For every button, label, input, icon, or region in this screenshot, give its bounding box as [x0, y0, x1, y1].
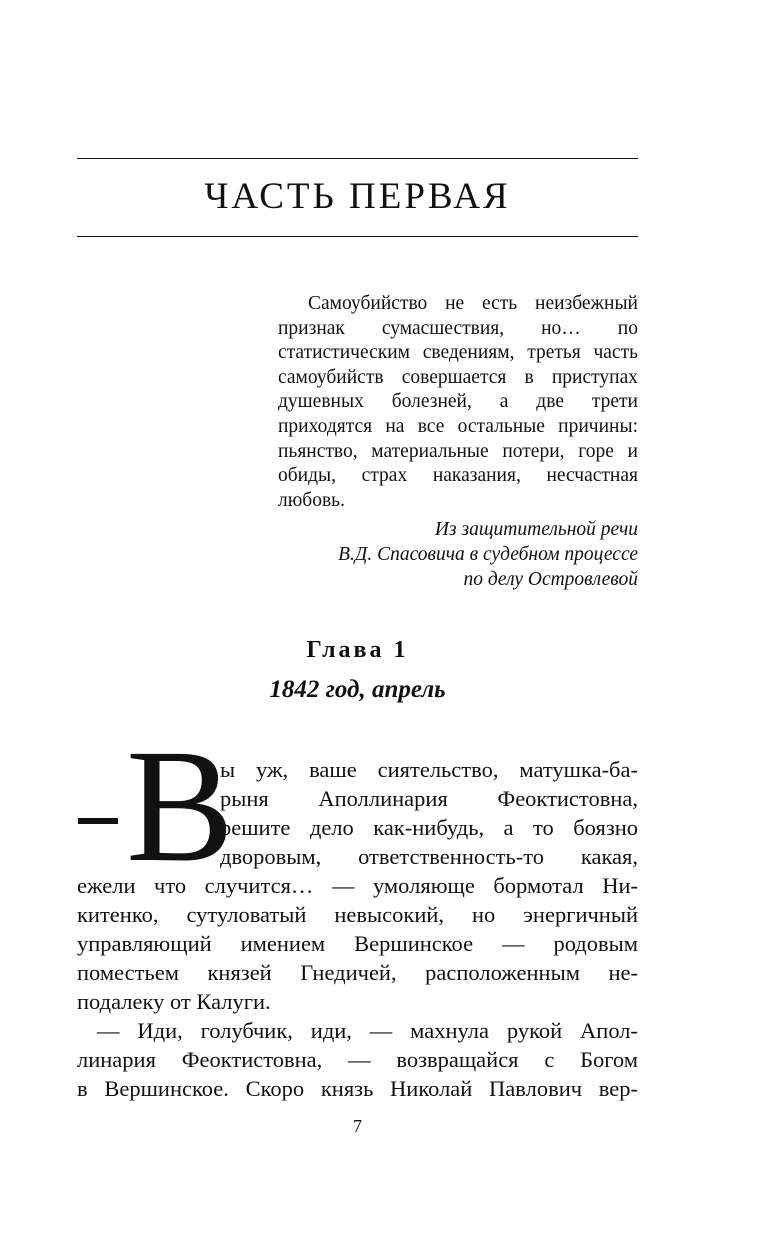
part-title: ЧАСТЬ ПЕРВАЯ: [204, 176, 511, 217]
epigraph-text: Самоубийство не есть неизбежный признак сумасшествия, но… по статистическим сведениям, третья часть самоубийств совершается в приступах душевных болезней, а две трети приходятся на все остальные причины: пьянство, материальные потери, горе и обиды, страх наказания, несчастная любовь.: [278, 293, 638, 511]
attribution-line: по делу Островлевой: [463, 568, 638, 590]
text-line: управляющий имением Вершинское — родовым: [77, 931, 638, 956]
chapter-date: 1842 год, апрель: [269, 676, 446, 703]
text-line: дворовым, ответственность-то какая,: [220, 844, 638, 869]
attribution-line: В.Д. Спасовича в судебном процессе: [338, 543, 638, 565]
top-rule: [77, 158, 638, 159]
epigraph: [278, 292, 638, 592]
body-text: [77, 755, 638, 1103]
text-line: подалеку от Калуги.: [77, 989, 271, 1014]
epigraph-attribution: [278, 518, 638, 592]
text-line: рыня Аполлинария Феоктистовна,: [220, 786, 638, 811]
drop-cap: В: [126, 717, 235, 896]
text-line: — Иди, голубчик, иди, — махнула рукой Апол-: [97, 1018, 638, 1043]
text-line: китенко, сутуловатый невысокий, но энергичный: [77, 902, 638, 927]
text-line: ы уж, ваше сиятельство, матушка-ба-: [220, 757, 638, 782]
text-line: в Вершинское. Скоро князь Николай Павлович вер-: [77, 1076, 638, 1101]
text-line: линария Феоктистовна, — возвращайся с Богом: [77, 1047, 638, 1072]
bottom-rule: [77, 236, 638, 237]
text-line: поместьем князей Гнедичей, расположенным не-: [77, 960, 638, 985]
text-line: решите дело как-нибудь, а то боязно: [220, 815, 638, 840]
page-number: 7: [353, 1116, 362, 1136]
chapter-number: Глава 1: [306, 637, 409, 663]
text-line: ежели что случится… — умоляюще бормотал Ни-: [77, 873, 638, 898]
attribution-line: Из защитительной речи: [434, 519, 638, 541]
